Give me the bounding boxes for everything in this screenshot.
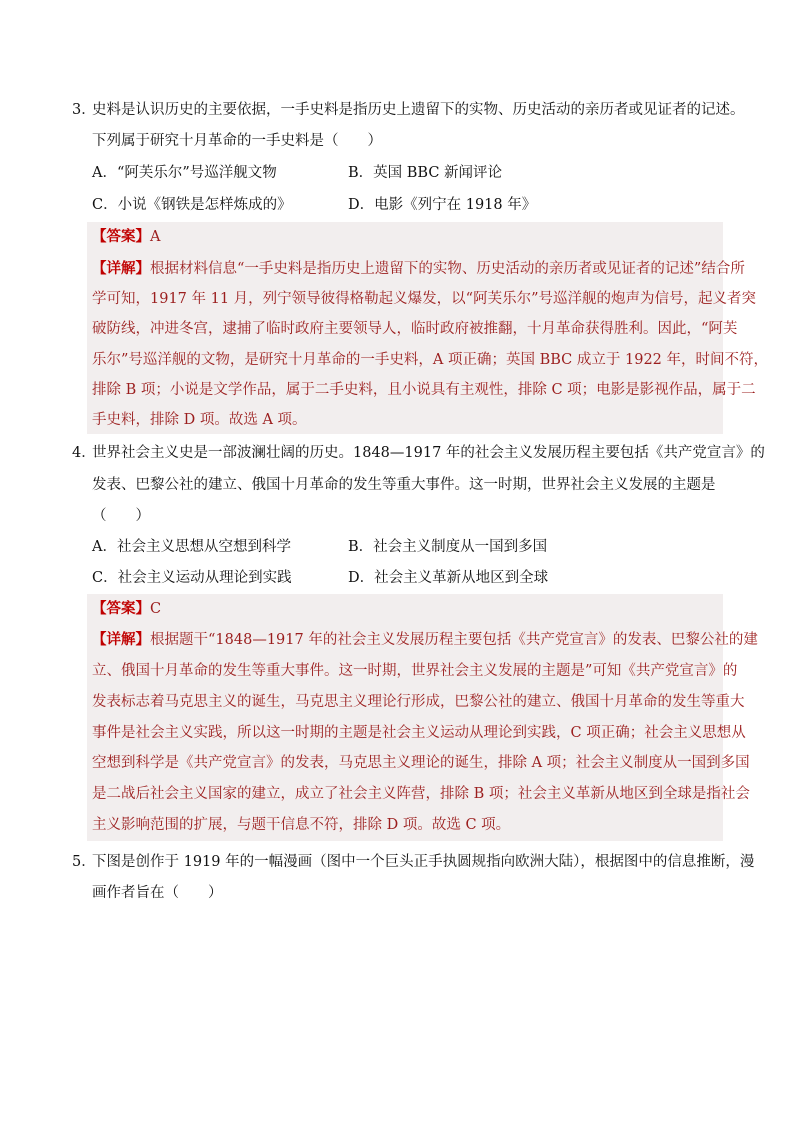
- option-d: D．社会主义革新从地区到全球: [348, 570, 549, 586]
- detail-line: 乐尔”号巡洋舰的文物，是研究十月革命的一手史料，A 项正确；英国 BBC 成立于 1922 年，时间不符，: [92, 352, 769, 368]
- question-stem-line: 下图是创作于 1919 年的一幅漫画（图中一个巨头正手执圆规指向欧洲大陆），根据图中的信息推断，漫: [92, 854, 755, 870]
- detail-line: 是二战后社会主义国家的建立，成立了社会主义阵营，排除 B 项；社会主义革新从地区到全球是指社会: [92, 786, 750, 802]
- option-a: A．“阿芙乐尔”号巡洋舰文物: [92, 165, 277, 181]
- detail-line: 排除 B 项；小说是文学作品，属于二手史料，且小说具有主观性，排除 C 项；电影是影视作品，属于二: [92, 382, 756, 398]
- answer-line: [92, 599, 161, 619]
- option-d: D．电影《列宁在 1918 年》: [348, 197, 537, 213]
- question-stem-line: 世界社会主义史是一部波澜壮阔的历史。1848—1917 年的社会主义发展历程主要包括《共产党宣言》的: [92, 445, 765, 461]
- detail-line: 发表标志着马克思主义的诞生，马克思主义理论行形成，巴黎公社的建立、俄国十月革命的发生等重大: [92, 694, 745, 710]
- detail-line: 破防线，冲进冬宫，逮捕了临时政府主要领导人，临时政府被推翻，十月革命获得胜利。因此，“阿芙: [92, 321, 738, 337]
- detail-line: 立、俄国十月革命的发生等重大事件。这一时期，世界社会主义发展的主题是”可知《共产党宣言》的: [92, 663, 738, 679]
- detail-tag: 【详解】: [92, 260, 150, 277]
- answer-box: [87, 594, 758, 841]
- detail-line: 【详解】根据题干“1848—1917 年的社会主义发展历程主要包括《共产党宣言》的发表、巴黎公社的建: [92, 631, 758, 648]
- option-c: C．社会主义运动从理论到实践: [92, 570, 292, 586]
- question-number: 4．: [72, 445, 96, 461]
- detail-tag: 【详解】: [92, 631, 150, 648]
- detail-line: 手史料，排除 D 项。故选 A 项。: [92, 412, 307, 428]
- answer-tag: 【答案】: [92, 600, 150, 617]
- answer-value: A: [150, 229, 161, 245]
- question-stem-line: 下列属于研究十月革命的一手史料是（ ）: [92, 133, 382, 149]
- answer-box: [87, 222, 769, 434]
- question-stem-line: 发表、巴黎公社的建立、俄国十月革命的发生等重大事件。这一时期，世界社会主义发展的主题是: [92, 477, 716, 493]
- option-b: B．社会主义制度从一国到多国: [348, 539, 548, 555]
- answer-tag: 【答案】: [92, 228, 150, 245]
- detail-line: 空想到科学是《共产党宣言》的发表，马克思主义理论的诞生，排除 A 项；社会主义制度从一国到多国: [92, 755, 750, 771]
- detail-line: 事件是社会主义实践，所以这一时期的主题是社会主义运动从理论到实践，C 项正确；社会主义思想从: [92, 725, 746, 741]
- option-c: C．小说《钢铁是怎样炼成的》: [92, 197, 292, 213]
- question-stem-line: （ ）: [92, 508, 150, 524]
- question-stem-line: 画作者旨在（ ）: [92, 885, 223, 901]
- option-a: A．社会主义思想从空想到科学: [92, 539, 291, 555]
- question-number: 5．: [72, 854, 96, 870]
- answer-line: [92, 227, 160, 247]
- detail-line: 学可知，1917 年 11 月，列宁领导彼得格勒起义爆发，以“阿芙乐尔”号巡洋舰的炮声为信号，起义者突: [92, 291, 757, 307]
- option-b: B．英国 BBC 新闻评论: [348, 165, 503, 181]
- question-stem-line: 史料是认识历史的主要依据，一手史料是指历史上遗留下的实物、历史活动的亲历者或见证者的记述。: [92, 102, 745, 118]
- detail-line: 【详解】根据材料信息“一手史料是指历史上遗留下的实物、历史活动的亲历者或见证者的记述”结合所: [92, 260, 745, 277]
- detail-line: 主义影响范围的扩展，与题干信息不符，排除 D 项。故选 C 项。: [92, 817, 511, 833]
- question-number: 3．: [72, 102, 96, 118]
- answer-value: C: [150, 601, 162, 617]
